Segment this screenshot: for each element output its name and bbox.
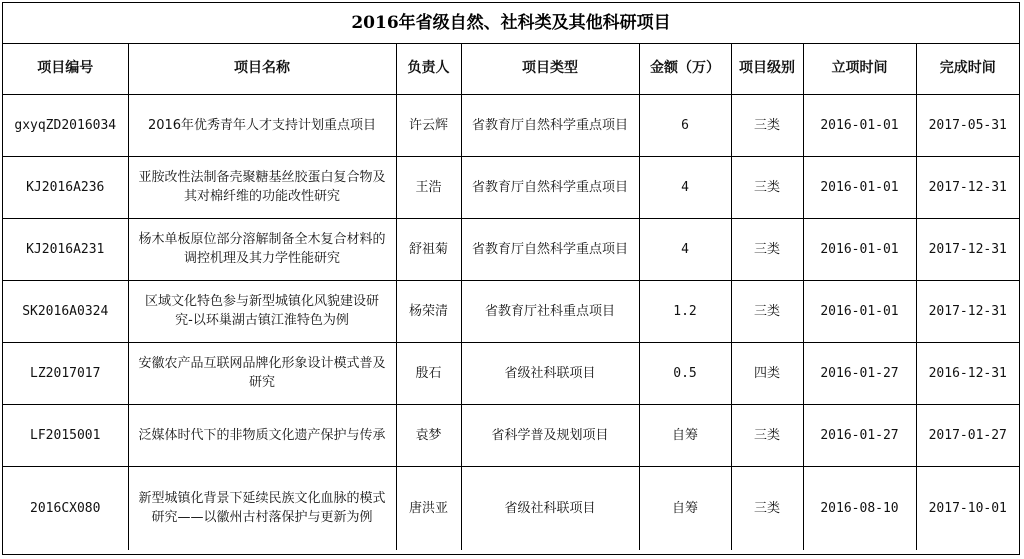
cell-code: LF2015001 (3, 404, 128, 466)
cell-end: 2017-12-31 (916, 280, 1019, 342)
cell-name: 亚胺改性法制备壳聚糖基丝胶蛋白复合物及其对棉纤维的功能改性研究 (128, 156, 396, 218)
cell-end: 2017-10-01 (916, 466, 1019, 550)
cell-start: 2016-01-01 (803, 156, 916, 218)
cell-start: 2016-01-01 (803, 280, 916, 342)
projects-table (3, 44, 1019, 550)
table-row (3, 218, 1019, 280)
cell-leader: 唐洪亚 (396, 466, 461, 550)
cell-leader: 殷石 (396, 342, 461, 404)
table-row (3, 280, 1019, 342)
cell-level: 四类 (731, 342, 803, 404)
cell-name: 2016年优秀青年人才支持计划重点项目 (128, 94, 396, 156)
cell-code: gxyqZD2016034 (3, 94, 128, 156)
cell-start: 2016-01-01 (803, 94, 916, 156)
cell-code: SK2016A0324 (3, 280, 128, 342)
cell-end: 2017-01-27 (916, 404, 1019, 466)
cell-start: 2016-01-27 (803, 404, 916, 466)
table-row (3, 94, 1019, 156)
cell-amount: 自筹 (639, 466, 731, 550)
cell-name: 安徽农产品互联网品牌化形象设计模式普及研究 (128, 342, 396, 404)
cell-amount: 0.5 (639, 342, 731, 404)
header-name: 项目名称 (128, 44, 396, 94)
sheet-title: 2016年省级自然、社科类及其他科研项目 (3, 3, 1019, 44)
cell-type: 省科学普及规划项目 (461, 404, 639, 466)
cell-type: 省教育厅自然科学重点项目 (461, 156, 639, 218)
cell-amount: 1.2 (639, 280, 731, 342)
cell-name: 泛媒体时代下的非物质文化遗产保护与传承 (128, 404, 396, 466)
cell-level: 三类 (731, 94, 803, 156)
project-sheet (2, 2, 1020, 555)
header-leader: 负责人 (396, 44, 461, 94)
cell-amount: 4 (639, 218, 731, 280)
cell-code: 2016CX080 (3, 466, 128, 550)
header-start: 立项时间 (803, 44, 916, 94)
table-row (3, 466, 1019, 550)
table-row (3, 156, 1019, 218)
cell-code: KJ2016A231 (3, 218, 128, 280)
cell-start: 2016-01-27 (803, 342, 916, 404)
cell-level: 三类 (731, 156, 803, 218)
cell-leader: 舒祖菊 (396, 218, 461, 280)
cell-type: 省教育厅自然科学重点项目 (461, 218, 639, 280)
header-type: 项目类型 (461, 44, 639, 94)
cell-leader: 杨荣清 (396, 280, 461, 342)
cell-type: 省级社科联项目 (461, 342, 639, 404)
header-row (3, 44, 1019, 94)
cell-level: 三类 (731, 218, 803, 280)
cell-end: 2016-12-31 (916, 342, 1019, 404)
cell-type: 省教育厅自然科学重点项目 (461, 94, 639, 156)
cell-start: 2016-01-01 (803, 218, 916, 280)
cell-leader: 许云辉 (396, 94, 461, 156)
cell-leader: 王浩 (396, 156, 461, 218)
cell-type: 省教育厅社科重点项目 (461, 280, 639, 342)
header-amount: 金额（万） (639, 44, 731, 94)
cell-leader: 袁梦 (396, 404, 461, 466)
cell-type: 省级社科联项目 (461, 466, 639, 550)
cell-code: LZ2017017 (3, 342, 128, 404)
cell-code: KJ2016A236 (3, 156, 128, 218)
cell-end: 2017-12-31 (916, 218, 1019, 280)
cell-end: 2017-05-31 (916, 94, 1019, 156)
cell-name: 杨木单板原位部分溶解制备全木复合材料的调控机理及其力学性能研究 (128, 218, 396, 280)
header-code: 项目编号 (3, 44, 128, 94)
cell-level: 三类 (731, 280, 803, 342)
table-row (3, 404, 1019, 466)
header-level: 项目级别 (731, 44, 803, 94)
cell-name: 新型城镇化背景下延续民族文化血脉的模式研究——以徽州古村落保护与更新为例 (128, 466, 396, 550)
cell-amount: 自筹 (639, 404, 731, 466)
cell-start: 2016-08-10 (803, 466, 916, 550)
cell-level: 三类 (731, 466, 803, 550)
header-end: 完成时间 (916, 44, 1019, 94)
cell-level: 三类 (731, 404, 803, 466)
cell-amount: 6 (639, 94, 731, 156)
cell-amount: 4 (639, 156, 731, 218)
table-row (3, 342, 1019, 404)
cell-name: 区域文化特色参与新型城镇化风貌建设研究-以环巢湖古镇江淮特色为例 (128, 280, 396, 342)
cell-end: 2017-12-31 (916, 156, 1019, 218)
